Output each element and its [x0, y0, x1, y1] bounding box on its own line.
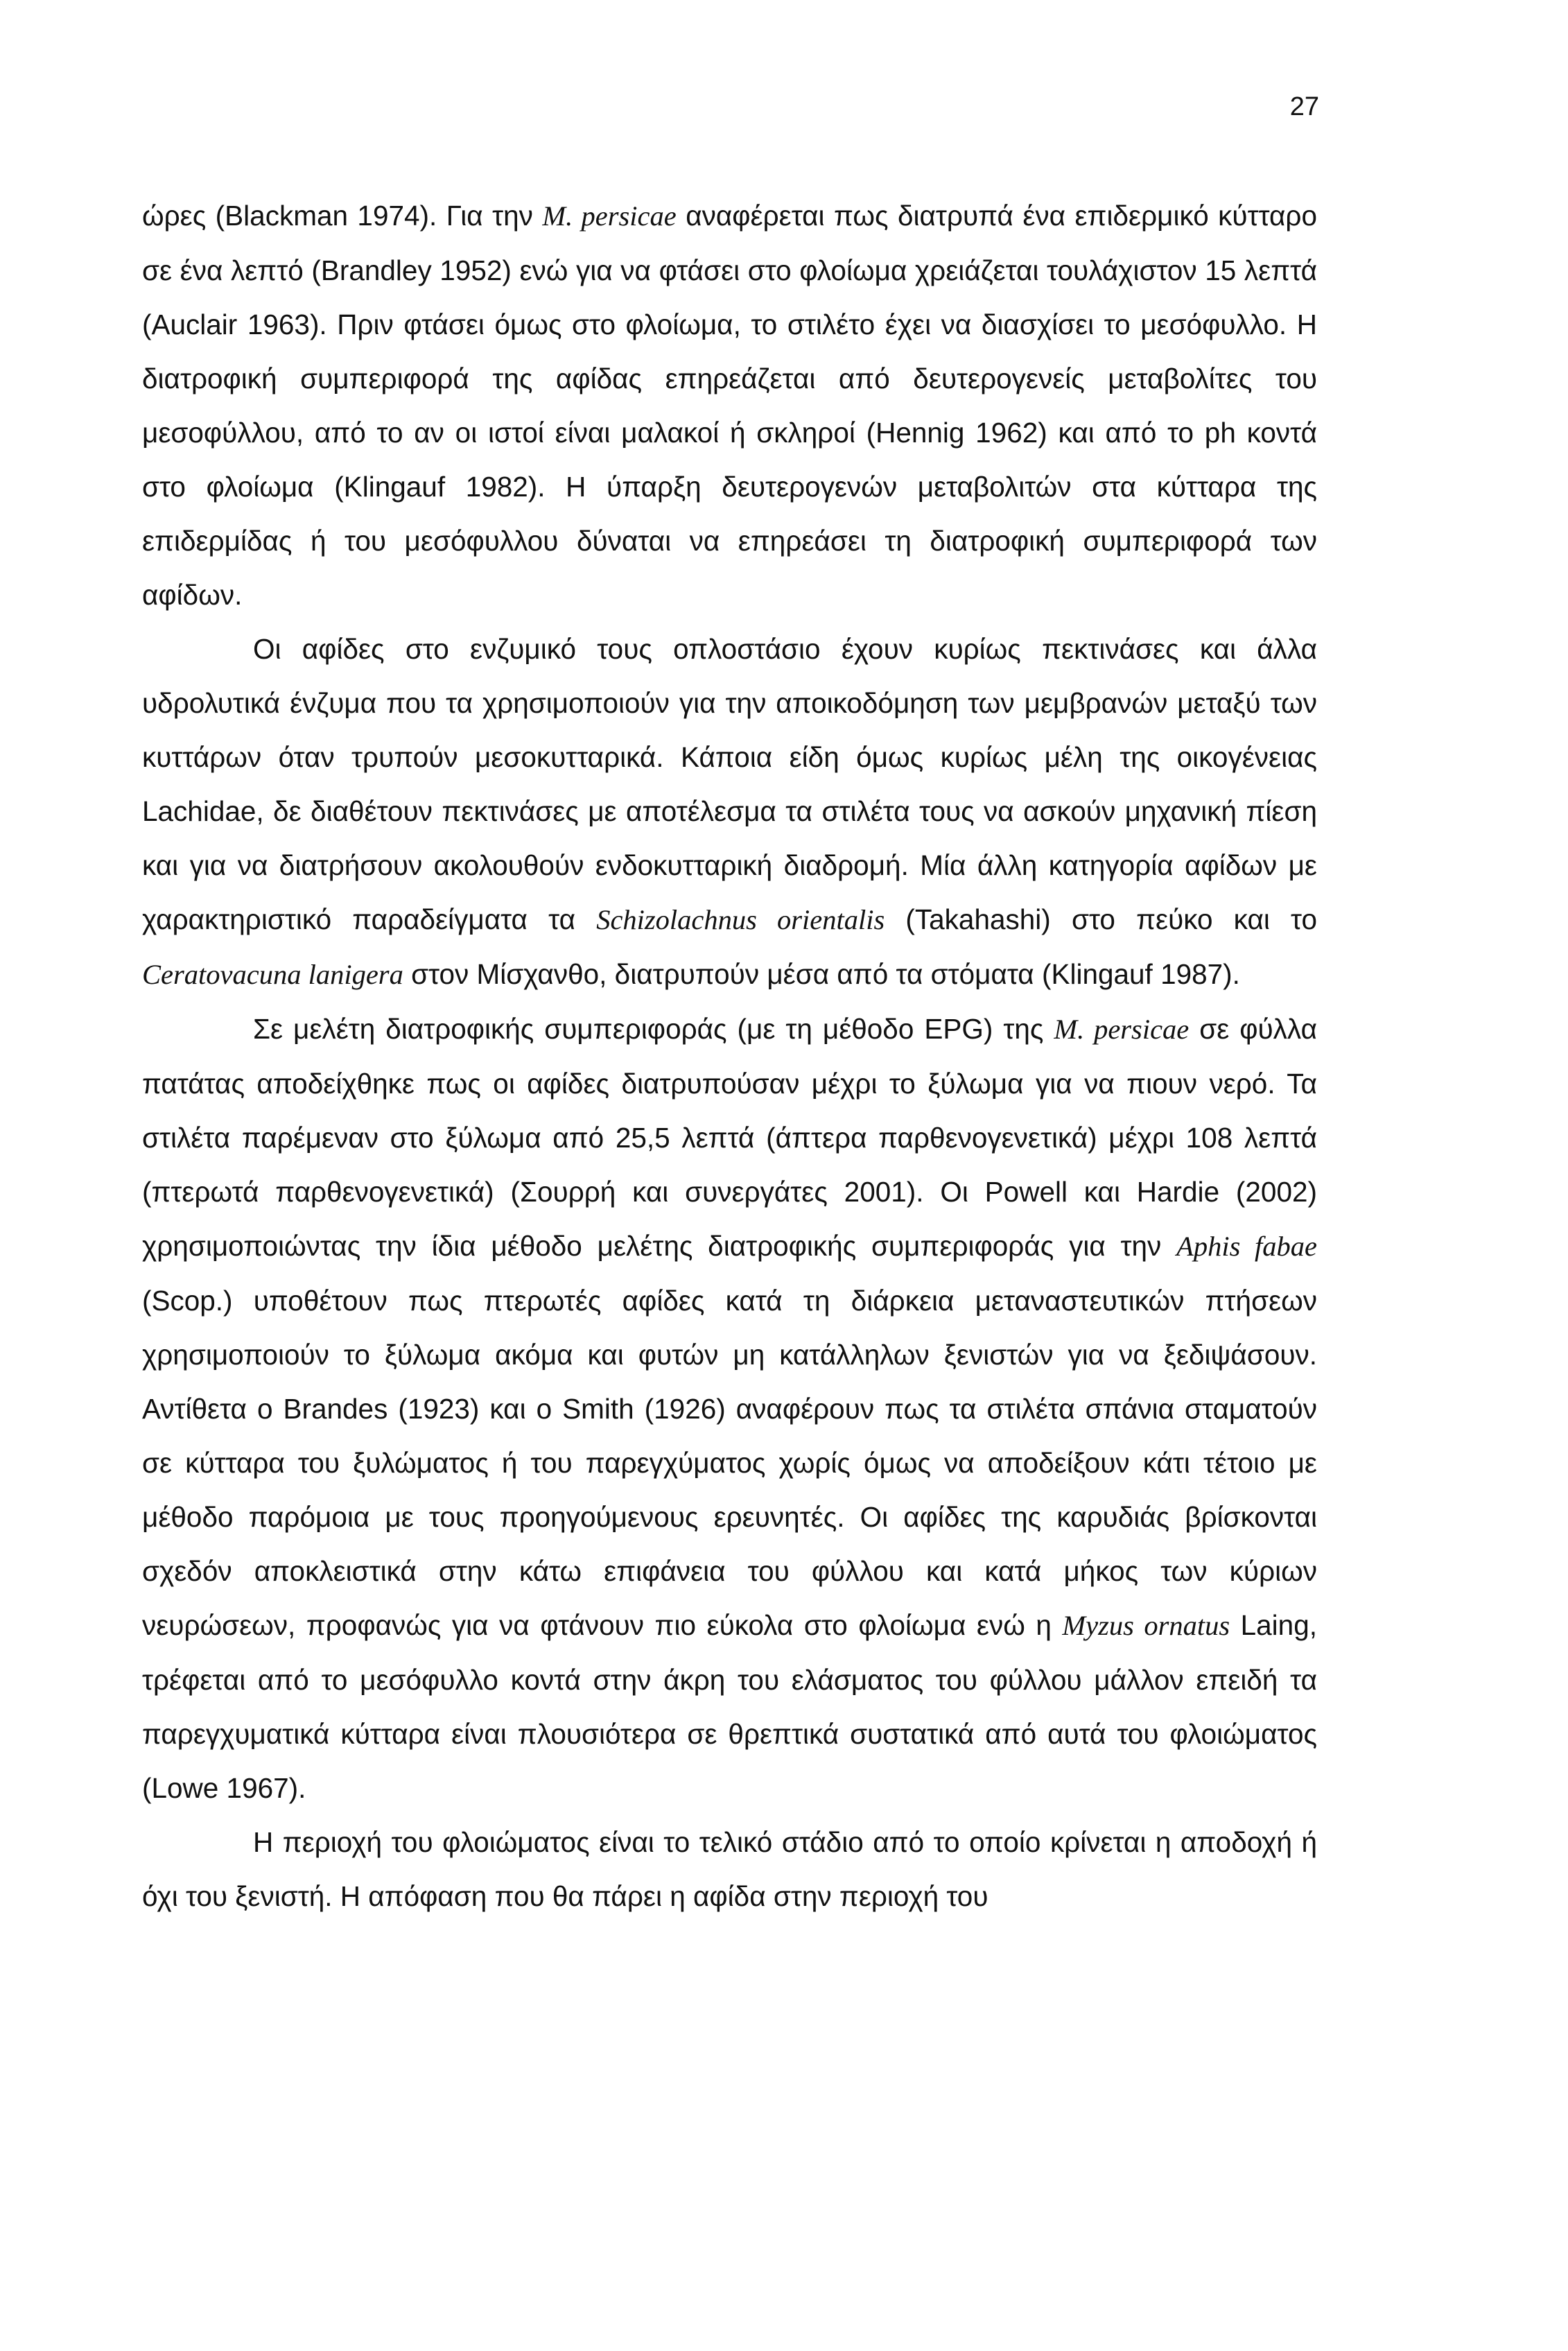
paragraph: [142, 189, 1317, 622]
species-name: M. persicae: [542, 200, 677, 232]
paragraph: [142, 622, 1317, 1002]
species-name: Schizolachnus orientalis: [596, 904, 885, 935]
species-name: Aphis fabae: [1176, 1231, 1318, 1262]
paragraph: [142, 1815, 1317, 1923]
body-text: [142, 189, 1317, 1923]
species-name: M. persicae: [1054, 1014, 1190, 1045]
paragraph: [142, 1002, 1317, 1815]
page-number: 27: [1289, 92, 1319, 121]
text-run: (Takahashi) στο πεύκο και το: [885, 903, 1317, 935]
species-name: Myzus ornatus: [1062, 1610, 1230, 1641]
text-run: ώρες (Blackman 1974). Για την: [142, 200, 543, 232]
text-run: Laing, τρέφεται από το μεσόφυλλο κοντά στην άκρη του ελάσματος του φύλλου μάλλον επειδή τα παρεγχυματικά κύτταρα είναι πλουσιότερα σε θρεπτικά συστατικά από αυτά του φλοιώματος (Lowe 1967).: [142, 1609, 1317, 1804]
text-run: (Scop.) υποθέτουν πως πτερωτές αφίδες κατά τη διάρκεια μεταναστευτικών πτήσεων χρησιμοποιούν το ξύλωμα ακόμα και φυτών μη κατάλληλων ξενιστών για να ξεδιψάσουν. Αντίθετα ο Brandes (1923) και ο Smith (1926) αναφέρουν πως τα στιλέτα σπάνια σταματούν σε κύτταρα του ξυλώματος ή του παρεγχύματος χωρίς όμως να αποδείξουν κάτι τέτοιο με μέθοδο παρόμοια με τους προηγούμενους ερευνητές. Οι αφίδες της καρυδιάς βρίσκονται σχεδόν αποκλειστικά στην κάτω επιφάνεια του φύλλου και κατά μήκος των κύριων νευρώσεων, προφανώς για να φτάνουν πιο εύκολα στο φλοίωμα ενώ η: [142, 1285, 1317, 1641]
text-run: Η περιοχή του φλοιώματος είναι το τελικό στάδιο από το οποίο κρίνεται η αποδοχή ή όχι του ξενιστή. Η απόφαση που θα πάρει η αφίδα στην περιοχή του: [142, 1826, 1317, 1912]
species-name: Ceratovacuna lanigera: [142, 959, 403, 990]
text-run: Σε μελέτη διατροφικής συμπεριφοράς (με τη μέθοδο EPG) της: [253, 1013, 1054, 1045]
text-run: αναφέρεται πως διατρυπά ένα επιδερμικό κύτταρο σε ένα λεπτό (Brandley 1952) ενώ για να φτάσει στο φλοίωμα χρειάζεται τουλάχιστον 15 λεπτά (Auclair 1963). Πριν φτάσει όμως στο φλοίωμα, το στιλέτο έχει να διασχίσει το μεσόφυλλο. Η διατροφική συμπεριφορά της αφίδας επηρεάζεται από δευτερογενείς μεταβολίτες του μεσοφύλλου, από το αν οι ιστοί είναι μαλακοί ή σκληροί (Hennig 1962) και από το ph κοντά στο φλοίωμα (Klingauf 1982). Η ύπαρξη δευτερογενών μεταβολιτών στα κύτταρα της επιδερμίδας ή του μεσόφυλλου δύναται να επηρεάσει τη διατροφική συμπεριφορά των αφίδων.: [142, 200, 1317, 611]
text-run: Οι αφίδες στο ενζυμικό τους οπλοστάσιο έχουν κυρίως πεκτινάσες και άλλα υδρολυτικά ένζυμα που τα χρησιμοποιούν για την αποικοδόμηση των μεμβρανών μεταξύ των κυττάρων όταν τρυπούν μεσοκυτταρικά. Κάποια είδη όμως κυρίως μέλη της οικογένειας Lachidae, δε διαθέτουν πεκτινάσες με αποτέλεσμα τα στιλέτα τους να ασκούν μηχανική πίεση και για να διατρήσουν ακολουθούν ενδοκυτταρική διαδρομή. Μία άλλη κατηγορία αφίδων με χαρακτηριστικό παραδείγματα τα: [142, 633, 1317, 935]
text-run: στον Μίσχανθο, διατρυπούν μέσα από τα στόματα (Klingauf 1987).: [403, 958, 1240, 990]
text-run: σε φύλλα πατάτας αποδείχθηκε πως οι αφίδες διατρυπούσαν μέχρι το ξύλωμα για να πιουν νερό. Τα στιλέτα παρέμεναν στο ξύλωμα από 25,5 λεπτά (άπτερα παρθενογενετικά) μέχρι 108 λεπτά (πτερωτά παρθενογενετικά) (Σουρρή και συνεργάτες 2001). Οι Powell και Hardie (2002) χρησιμοποιώντας την ίδια μέθοδο μελέτης διατροφικής συμπεριφοράς για την: [142, 1013, 1317, 1262]
